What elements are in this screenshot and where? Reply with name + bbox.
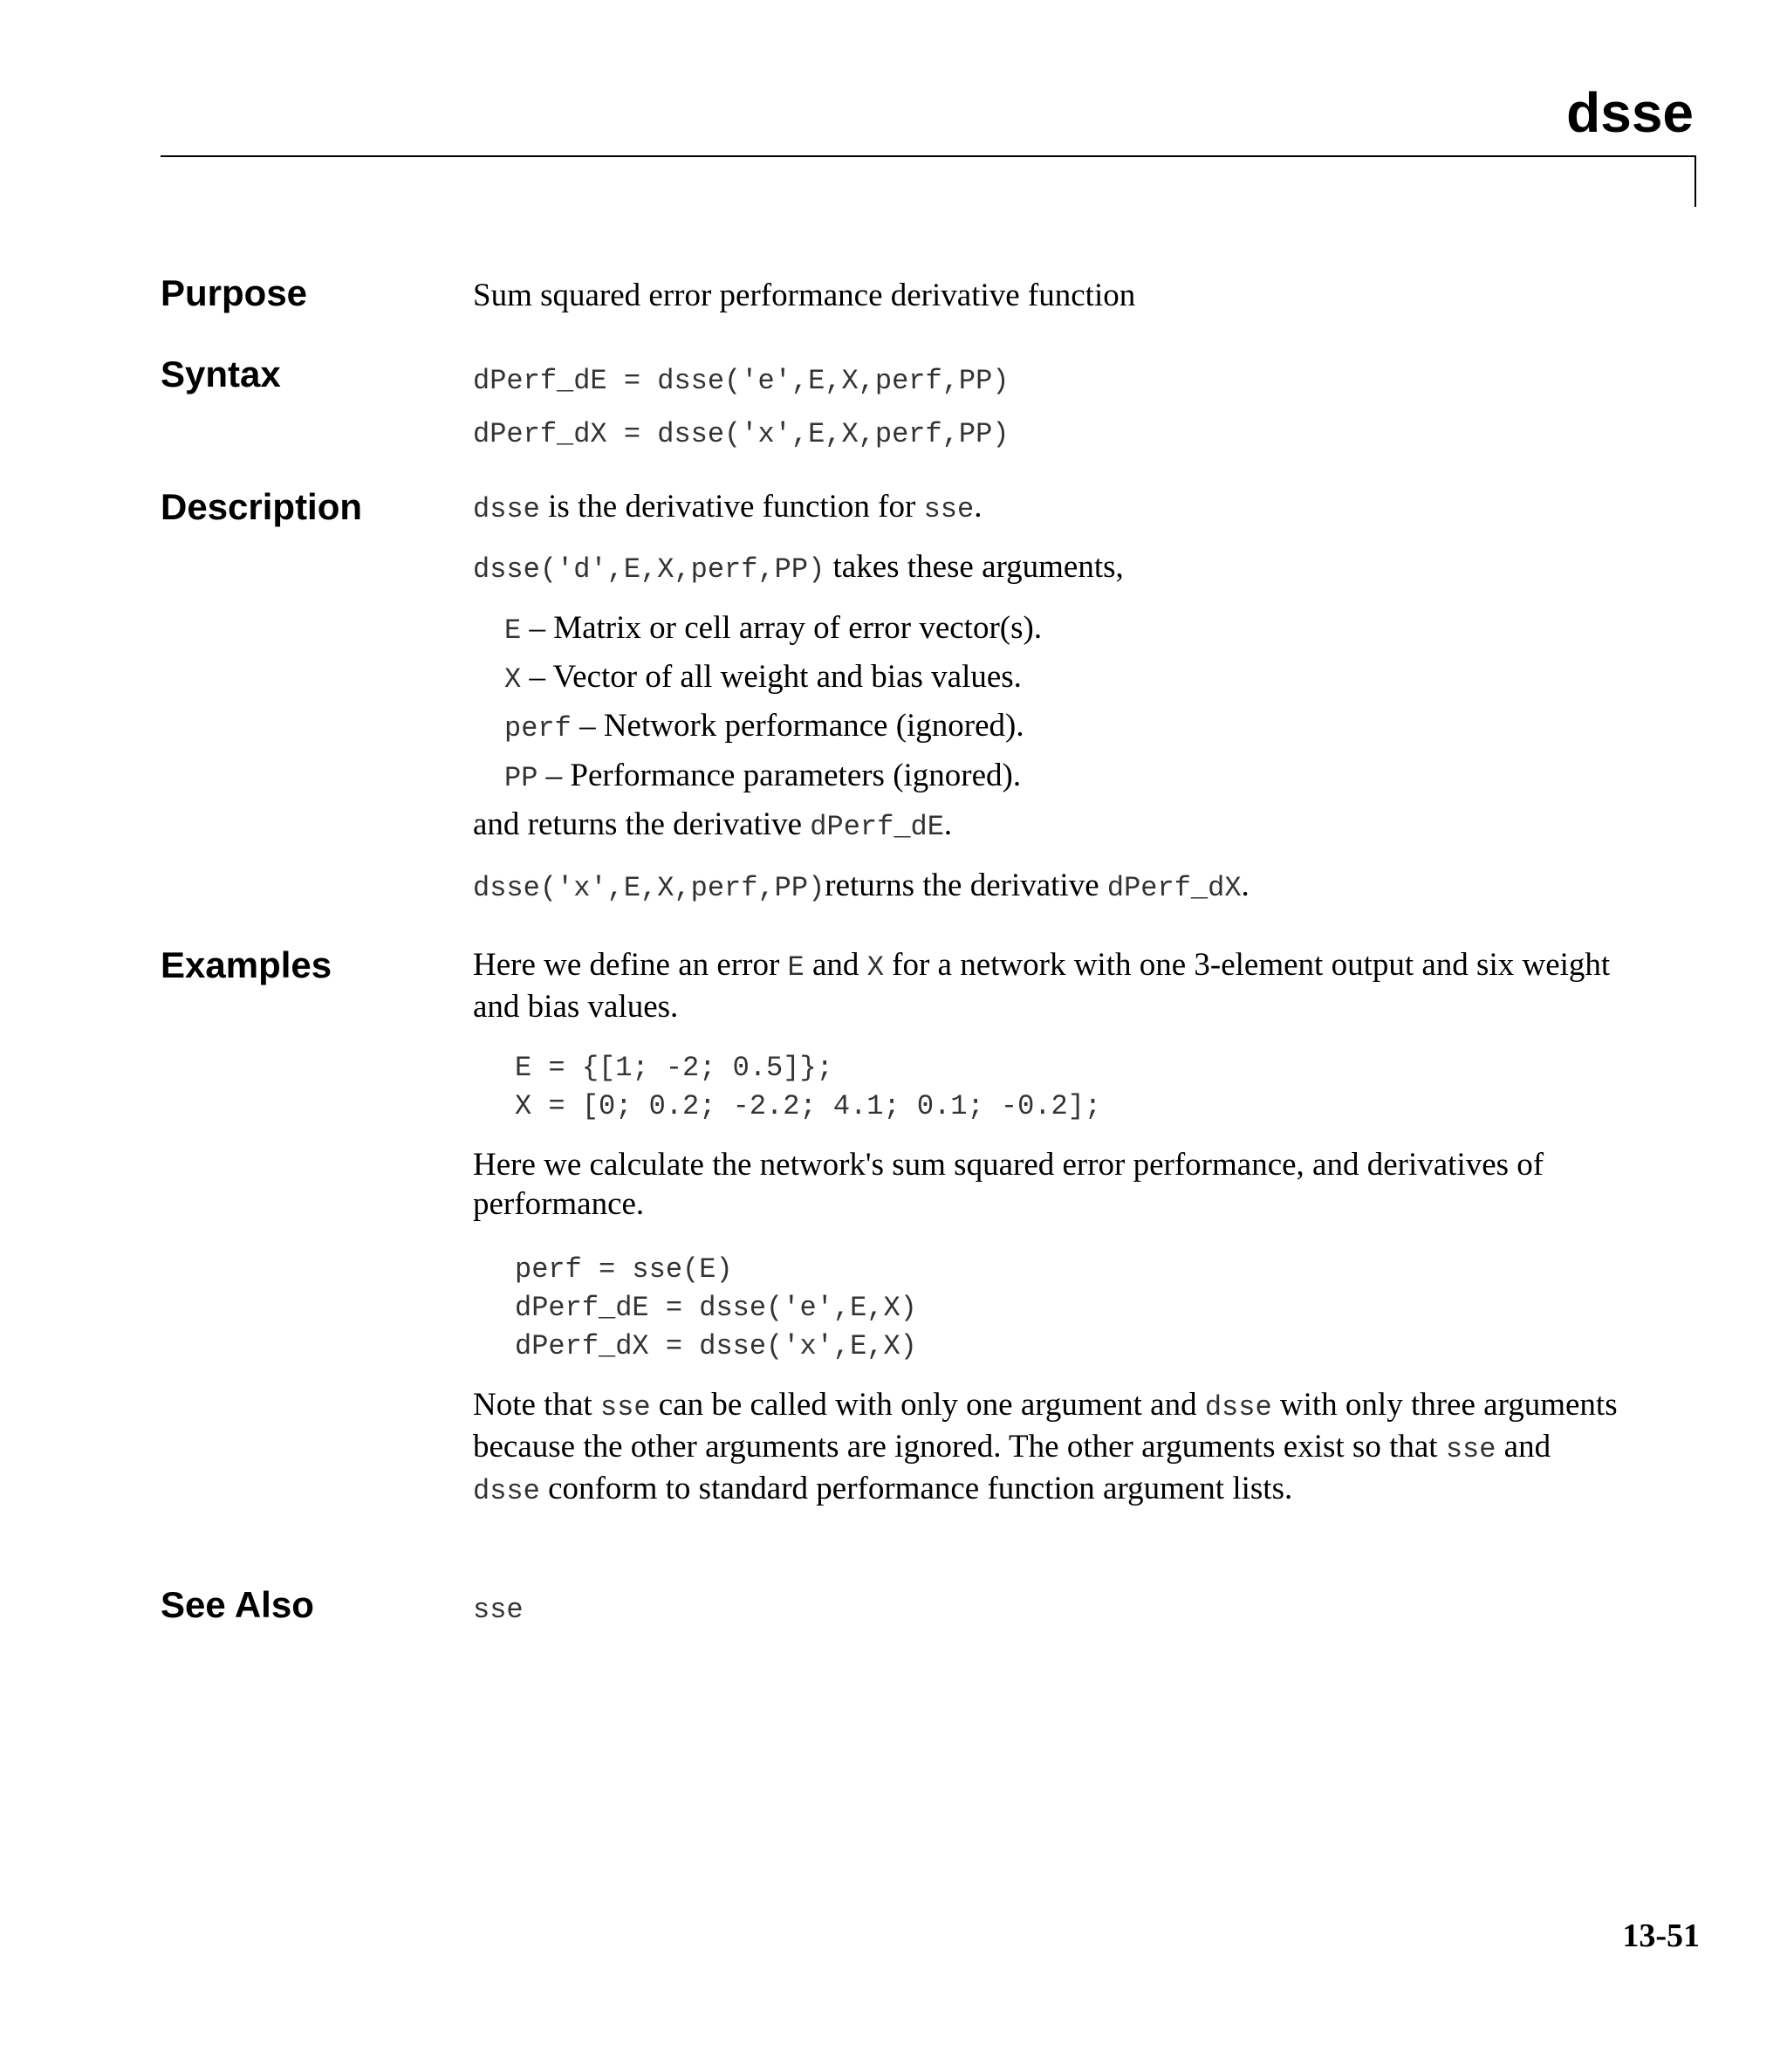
purpose-text: Sum squared error performance derivative function [473, 278, 1136, 313]
code-sse: sse [1445, 1433, 1496, 1465]
text: and [1496, 1429, 1551, 1465]
description-line-2 [473, 547, 1124, 590]
syntax-line: dPerf_dX = dsse('x',E,X,perf,PP) [473, 418, 1010, 450]
argument-desc: Performance parameters (ignored). [570, 758, 1022, 793]
code-line: X = [0; 0.2; -2.2; 4.1; 0.1; -0.2]; [515, 1090, 1102, 1122]
page-number: 13-51 [1622, 1918, 1700, 1954]
header-rule [161, 155, 1696, 157]
text: with only three arguments because the other arguments are ignored. The other arguments exist so that [473, 1387, 1618, 1465]
page-title: dsse [1566, 81, 1694, 144]
argument-dash: – [571, 708, 604, 744]
text: and [804, 947, 867, 983]
purpose-heading: Purpose [161, 272, 308, 313]
argument-name: X [504, 663, 522, 696]
code-dsse: dsse [1204, 1391, 1272, 1424]
code-line: E = {[1; -2; 0.5]}; [515, 1052, 833, 1084]
code-call: dsse('x',E,X,perf,PP) [473, 872, 825, 904]
code-line: perf = sse(E) [515, 1253, 733, 1286]
text: . [943, 806, 953, 842]
text: Here we define an error [473, 947, 788, 983]
description-line-1 [473, 487, 982, 530]
see-also-heading: See Also [161, 1584, 314, 1625]
argument-row [504, 706, 1024, 749]
argument-name: perf [504, 712, 572, 744]
code-dperf-de: dPerf_dE [810, 811, 944, 843]
argument-dash: – [537, 758, 571, 793]
header-rule-tick [1695, 155, 1696, 207]
argument-dash: – [521, 659, 553, 695]
argument-row [504, 756, 1021, 799]
code-dsse: dsse [473, 1475, 540, 1507]
code-dperf-dx: dPerf_dX [1106, 872, 1242, 904]
text: . [974, 489, 983, 525]
text: returns the derivative [825, 868, 1107, 903]
code-call: dsse('d',E,X,perf,PP) [473, 553, 825, 586]
code-sse: sse [923, 493, 975, 525]
code-line: dPerf_dX = dsse('x',E,X) [515, 1330, 917, 1362]
description-returns-1 [473, 805, 952, 847]
code-e: E [787, 951, 804, 984]
text: is the derivative function for [539, 489, 924, 525]
text: can be called with only one argument and [650, 1387, 1205, 1423]
argument-row [504, 608, 1042, 651]
argument-name: E [504, 614, 522, 647]
text: for a network with one 3-element output and six weight and bias values. [473, 947, 1611, 1025]
text: and returns the derivative [473, 806, 811, 842]
argument-dash: – [521, 610, 554, 646]
code-dsse: dsse [473, 493, 540, 525]
examples-paragraph-1 [473, 945, 1625, 1026]
argument-desc: Network performance (ignored). [603, 708, 1024, 744]
syntax-line: dPerf_dE = dsse('e',E,X,perf,PP) [473, 365, 1010, 397]
argument-row [504, 657, 1022, 700]
code-sse: sse [599, 1391, 651, 1424]
examples-note [473, 1385, 1625, 1511]
text: conform to standard performance function argument lists. [539, 1471, 1293, 1506]
argument-desc: Matrix or cell array of error vector(s). [553, 610, 1043, 646]
text: . [1241, 868, 1250, 903]
description-returns-2 [473, 866, 1250, 909]
code-line: dPerf_dE = dsse('e',E,X) [515, 1292, 917, 1324]
text: Note that [473, 1387, 600, 1423]
code-x: X [866, 951, 884, 984]
see-also-link-sse[interactable]: sse [473, 1594, 524, 1626]
description-heading: Description [161, 486, 363, 527]
examples-heading: Examples [161, 944, 332, 985]
syntax-heading: Syntax [161, 353, 281, 395]
examples-paragraph-2: Here we calculate the network's sum squared error performance, and derivatives of performance. [473, 1147, 1544, 1222]
argument-name: PP [504, 762, 538, 794]
argument-desc: Vector of all weight and bias values. [552, 659, 1022, 695]
text: takes these arguments, [825, 549, 1124, 585]
